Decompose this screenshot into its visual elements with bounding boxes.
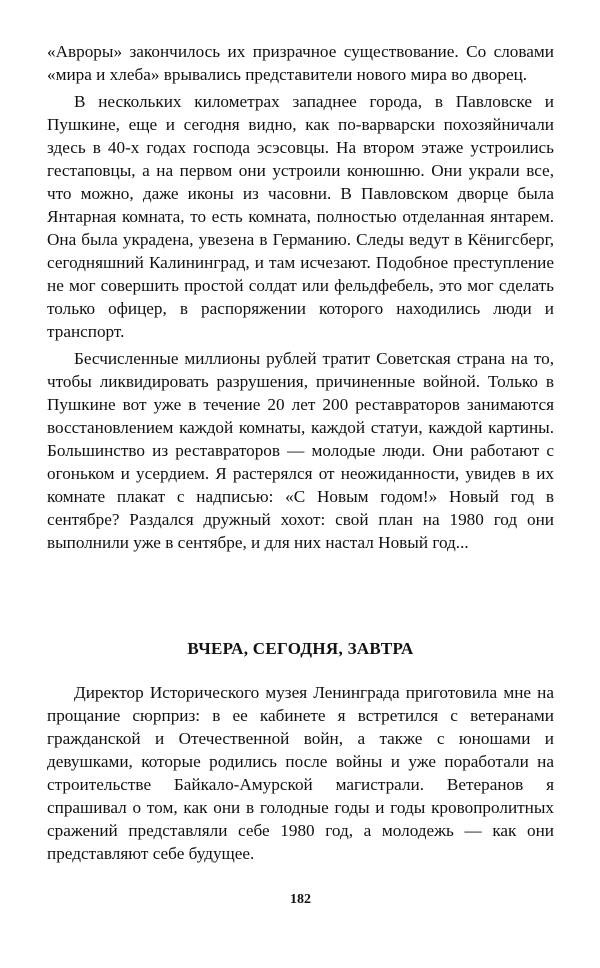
paragraph-1: «Авроры» закончилось их призрачное существование. Со словами «мира и хлеба» врывались представители нового мира во дворец. — [47, 42, 554, 84]
page-number: 182 — [290, 892, 311, 907]
section-body — [47, 681, 554, 865]
section-heading: ВЧЕРА, СЕГОДНЯ, ЗАВТРА — [187, 639, 414, 658]
section-paragraph: Директор Исторического музея Ленинграда приготовила мне на прощание сюрприз: в ее кабинете я встретился с ветеранами гражданской и Отечественной войн, а также с юношами и девушками, которые родились после войны и уже поработали на строительстве Байкало-Амурской магистрали. Ветеранов я спрашивал о том, как они в голодные годы и годы кровопролитных сражений представляли себе 1980 год, а молодежь — как они представляют себе будущее. — [47, 683, 554, 863]
paragraph-2: В нескольких километрах западнее города, в Павловске и Пушкине, еще и сегодня видно, как по-варварски похозяйничали здесь в 40-х годах господа эсэсовцы. На втором этаже устроились гестаповцы, а на первом они устроили конюшню. Они украли все, что можно, даже иконы из часовни. В Павловском дворце была Янтарная комната, то есть комната, полностью отделанная янтарем. Она была украдена, увезена в Германию. Следы ведут в Кёнигсберг, сегодняшний Калининград, и там исчезают. Подобное преступление не мог совершить простой солдат или фельдфебель, это мог сделать только офицер, в распоряжении которого находились люди и транспорт. — [47, 92, 554, 341]
paragraph-3: Бесчисленные миллионы рублей тратит Советская страна на то, чтобы ликвидировать разрушения, причиненные войной. Только в Пушкине вот уже в течение 20 лет 200 реставраторов занимаются восстановлением каждой комнаты, каждой статуи, каждой картины. Большинство из реставраторов — молодые люди. Они работают с огоньком и усердием. Я растерялся от неожиданности, увидев в их комнате плакат с надписью: «С Новым годом!» Новый год в сентябре? Раздался дружный хохот: свой план на 1980 год они выполнили уже в сентябре, и для них настал Новый год... — [47, 349, 554, 552]
book-page — [47, 40, 554, 907]
